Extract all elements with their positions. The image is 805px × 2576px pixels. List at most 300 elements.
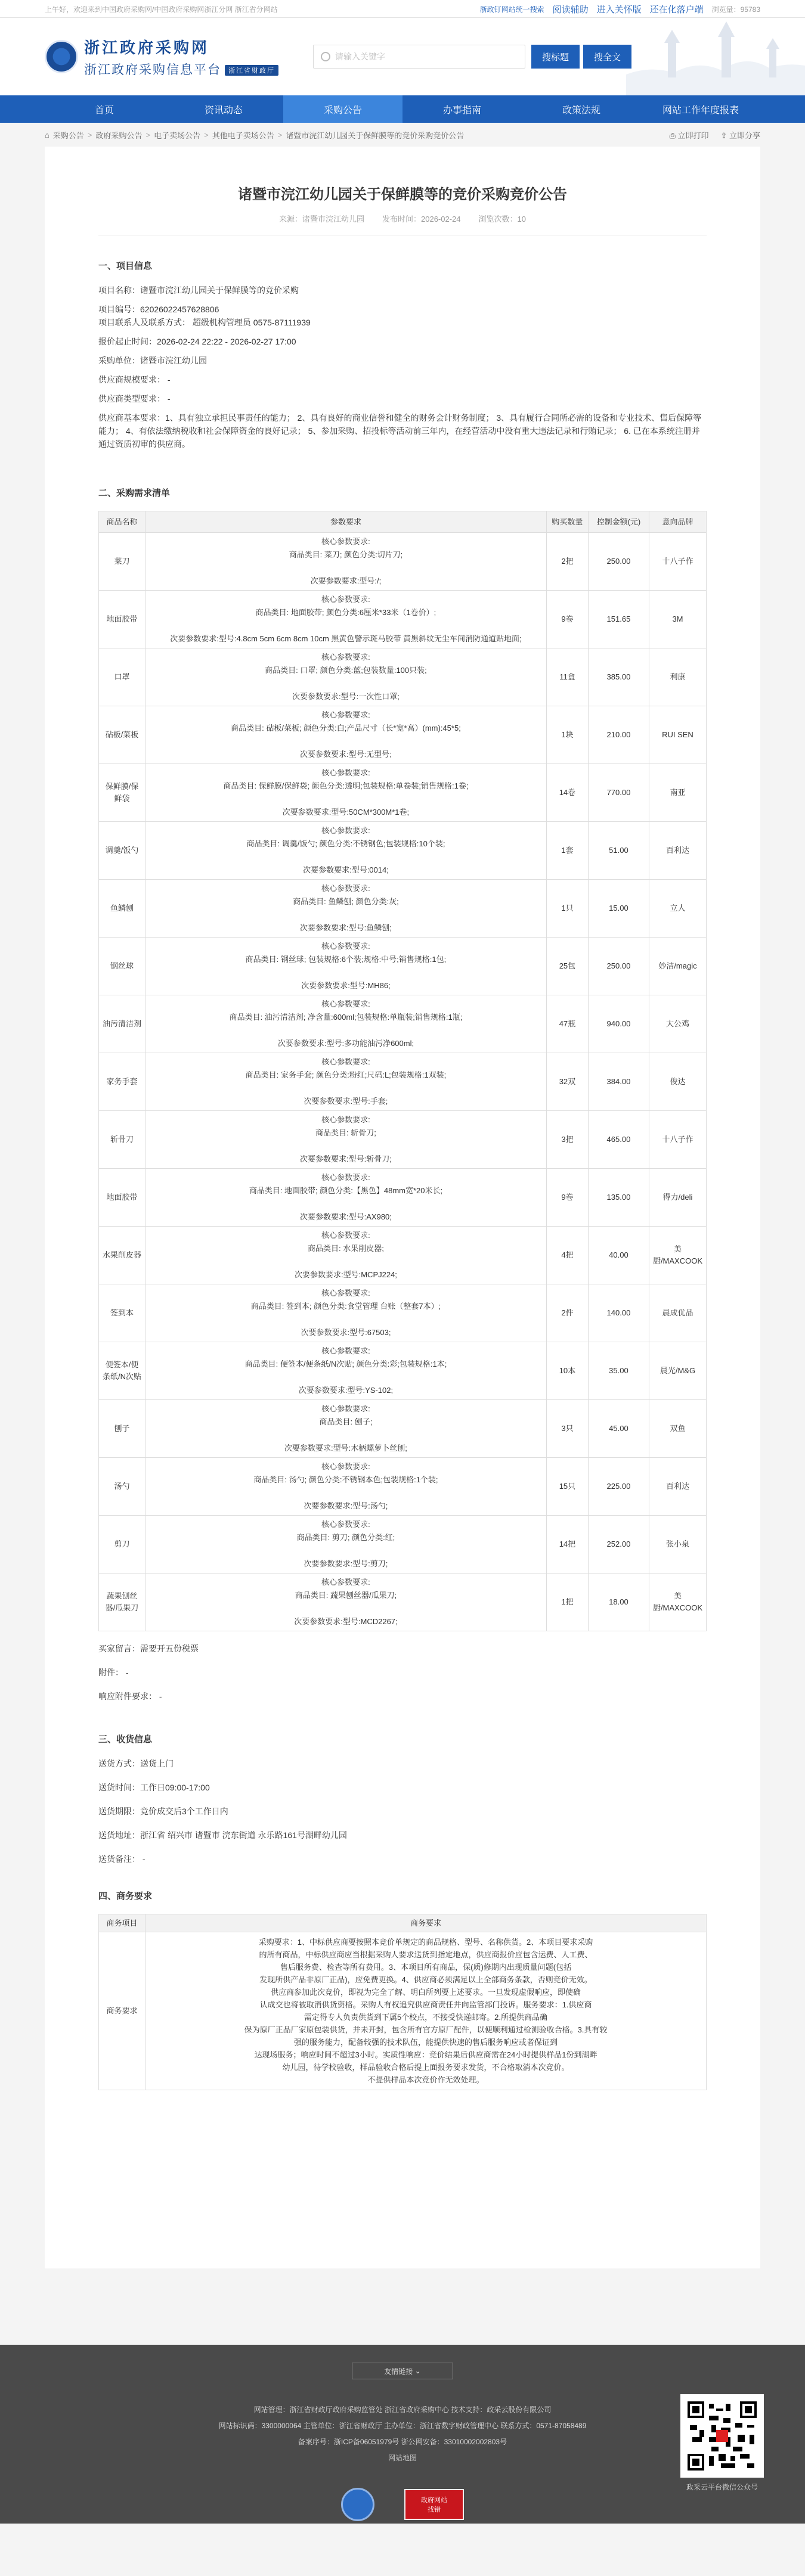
delivery-method: 送货方式：送货上门 (98, 1759, 174, 1768)
item-spec (145, 1400, 547, 1458)
spec-line: 核心参数要求: (321, 1173, 370, 1182)
item-amount: 384.00 (588, 1053, 649, 1111)
item-name: 家务手套 (99, 1053, 145, 1111)
item-name: 菜刀 (99, 533, 145, 591)
article-source: 来源：诸暨市浣江幼儿园 (279, 215, 365, 224)
spec-line (149, 735, 543, 748)
spec-line (149, 1313, 543, 1326)
item-quantity: 1块 (546, 706, 588, 764)
footer-row: 备案序号：浙ICP备06051979号 浙公网安备：33010002002803号 (298, 2438, 507, 2446)
spec-line: 商品类目: 菜刀; 颜色分类:切片刀; (289, 550, 403, 559)
item-brand: 得力/deli (649, 1169, 706, 1227)
breadcrumb-item[interactable]: 政府采购公告 (95, 131, 143, 140)
project-number: 项目编号：62026022457628806 (98, 305, 219, 314)
spec-line: 核心参数要求: (321, 595, 370, 604)
item-brand: 张小泉 (649, 1516, 706, 1573)
item-quantity: 9卷 (546, 591, 588, 648)
item-brand: 大公鸡 (649, 995, 706, 1053)
item-brand: 十八子作 (649, 1111, 706, 1169)
item-spec (145, 1227, 547, 1284)
business-requirement-text (145, 1932, 707, 2090)
table-row (99, 1111, 707, 1169)
print-button[interactable]: ⎙ 立即打印 (669, 131, 709, 140)
item-brand: 立人 (649, 880, 706, 938)
requirement-line: 需定得专人负责供货到下属5个校点，不接受快递邮寄。2.所提供商品确 (304, 2013, 548, 2022)
item-brand: RUI SEN (649, 706, 706, 764)
spec-line: 商品类目: 钢丝球; 包装规格:6个装;规格:中号;销售规格:1包; (245, 955, 447, 964)
spec-line: 核心参数要求: (321, 1115, 370, 1124)
nav-home[interactable]: 首页 (94, 105, 114, 116)
item-spec (145, 995, 547, 1053)
breadcrumb-item[interactable]: 其他电子卖场公告 (212, 131, 274, 140)
breadcrumb-current: 诸暨市浣江幼儿园关于保鲜膜等的竞价采购竞价公告 (286, 131, 465, 140)
breadcrumb-item[interactable]: 采购公告 (52, 131, 84, 140)
item-brand: 3M (649, 591, 706, 648)
item-quantity: 1套 (546, 822, 588, 880)
spec-line (149, 1255, 543, 1268)
item-name: 保鲜膜/保鲜袋 (99, 764, 145, 822)
spec-line: 商品类目: 水果削皮器; (308, 1244, 384, 1253)
spec-line: 商品类目: 保鲜膜/保鲜袋; 颜色分类:透明;包装规格:单卷装;销售规格:1卷; (223, 781, 469, 790)
item-quantity: 1只 (546, 880, 588, 938)
spec-line (149, 561, 543, 575)
top-link-reading-aid[interactable]: 阅读辅助 (552, 4, 589, 15)
delivery-remark: 送货备注： - (98, 1854, 145, 1864)
item-amount: 250.00 (588, 533, 649, 591)
search-area (313, 45, 631, 69)
item-amount: 40.00 (588, 1227, 649, 1284)
item-quantity: 10本 (546, 1342, 588, 1400)
item-quantity: 2件 (546, 1284, 588, 1342)
supplier-size: 供应商规模要求： - (98, 375, 171, 384)
article-meta (98, 213, 707, 235)
project-contact: 项目联系人及联系方式： 超级机构管理员 0575-87111939 (98, 318, 311, 327)
item-amount: 140.00 (588, 1284, 649, 1342)
column-header: 参数要求 (145, 511, 547, 533)
response-attachment: 响应附件要求： - (98, 1692, 162, 1701)
delivery-time: 送货时间：工作日09:00-17:00 (98, 1783, 210, 1792)
spec-line: 次要参数要求:型号:/; (310, 576, 382, 585)
spec-line: 次要参数要求:型号:剪刀; (304, 1559, 388, 1568)
item-spec (145, 1111, 547, 1169)
top-bar (0, 0, 805, 18)
spec-line: 次要参数要求:型号:斩骨刀; (300, 1154, 392, 1163)
spec-line: 次要参数要求:型号:一次性口罩; (292, 692, 400, 701)
buyer-notes: 买家留言：需要开五份税票 (98, 1644, 199, 1653)
breadcrumb: ⌂ 采购公告 > 政府采购公告 > 电子卖场公告 > 其他电子卖场公告 > 诸暨市浣江幼儿园关于保鲜膜等的竞价采购竞价公告 (45, 130, 465, 140)
spec-line: 次要参数要求:型号:MH86; (301, 981, 391, 990)
spec-line: 次要参数要求:型号:木柄螺萝卜丝刨; (284, 1444, 407, 1453)
table-row (99, 880, 707, 938)
business-item: 商务要求 (99, 1932, 145, 2090)
column-header: 商品名称 (99, 511, 145, 533)
breadcrumb-bar (0, 123, 805, 147)
requirement-line: 不提供样品本次竞价作无效处理。 (367, 2075, 484, 2084)
section-delivery (98, 1733, 707, 1866)
spec-line: 商品类目: 鱼鳞刨; 颜色分类:灰; (293, 897, 399, 906)
item-name: 签到本 (99, 1284, 145, 1342)
gov-error-report-badge[interactable]: 政府网站 找错 (404, 2489, 464, 2520)
item-spec (145, 706, 547, 764)
article-page (45, 147, 760, 2268)
requirement-line: 发现所供产品非原厂正品)，应免费更换。4、供应商必须满足以上全部商务条款，否则竞价无效。 (259, 1975, 592, 1984)
spec-line: 核心参数要求: (321, 884, 370, 893)
spec-line: 商品类目: 调羹/饭勺; 颜色分类:不锈钢色;包装规格:10个装; (246, 839, 445, 848)
spec-line: 商品类目: 蔬果刨丝器/瓜果刀; (295, 1591, 397, 1600)
requirement-line: 的所有商品，中标供应商应当根据采购人要求送货到指定地点，供应商报价应包含运费、人工费、 (259, 1950, 593, 1959)
requirement-line: 达现场服务；响应时间不超过3小时。实质性响应：竞价结果后供应商需在24小时提供样品1份到湖畔 (254, 2050, 597, 2059)
requirement-line: 采购要求：1、中标供应商要按照本竞价单规定的商品规格、型号、名称供货。2、本项目要求采购 (258, 1938, 593, 1947)
supplier-type: 供应商类型要求： - (98, 394, 171, 404)
demand-table (98, 511, 707, 1631)
spec-line (149, 1371, 543, 1384)
item-quantity: 3把 (546, 1111, 588, 1169)
item-brand: 十八子作 (649, 533, 706, 591)
nav-news[interactable]: 资讯动态 (204, 105, 243, 116)
section-project-info (98, 259, 707, 451)
item-spec (145, 1573, 547, 1631)
spec-line: 次要参数要求:型号:YS-102; (298, 1386, 394, 1395)
spec-line (149, 1082, 543, 1095)
table-row (99, 1227, 707, 1284)
spec-line: 商品类目: 便签本/便条纸/N次贴; 颜色分类:彩;包装规格:1本; (244, 1360, 447, 1368)
item-amount: 35.00 (588, 1342, 649, 1400)
item-amount: 45.00 (588, 1400, 649, 1458)
item-quantity: 1把 (546, 1573, 588, 1631)
search-fulltext-button[interactable]: 搜全文 (583, 45, 631, 69)
spec-line: 次要参数要求:型号:0014; (303, 865, 389, 874)
table-row (99, 1169, 707, 1227)
spec-line (149, 1197, 543, 1211)
item-amount: 135.00 (588, 1169, 649, 1227)
footer-info (134, 2402, 671, 2466)
nav-policy[interactable]: 政策法规 (562, 105, 600, 116)
spec-line (149, 793, 543, 806)
visit-count: 浏览量：95783 (711, 5, 760, 14)
section-business-requirements (98, 1889, 707, 2090)
spec-line: 商品类目: 斩骨刀; (315, 1128, 376, 1137)
column-header: 意向品牌 (649, 511, 706, 533)
spec-line: 次要参数要求:型号:4.8cm 5cm 6cm 8cm 10cm 黑黄色警示斑马胶带 黄黑斜纹无尘车间消防通道贴地面; (170, 634, 522, 643)
item-name: 蔬果刨丝器/瓜果刀 (99, 1573, 145, 1631)
item-quantity: 47瓶 (546, 995, 588, 1053)
nav-announcements[interactable]: 采购公告 (283, 95, 402, 123)
spec-line: 核心参数要求: (321, 1578, 370, 1587)
item-brand: 晨成优品 (649, 1284, 706, 1342)
spec-line: 核心参数要求: (321, 1462, 370, 1471)
spec-line (149, 966, 543, 979)
item-quantity: 11盒 (546, 648, 588, 706)
table-row (99, 1400, 707, 1458)
skyline-decoration (626, 18, 805, 95)
spec-line (149, 1024, 543, 1037)
business-table (98, 1914, 707, 2090)
site-footer (0, 2345, 805, 2524)
page-tools (669, 129, 760, 141)
item-amount: 770.00 (588, 764, 649, 822)
item-name: 刨子 (99, 1400, 145, 1458)
article-views: 浏览次数：10 (478, 215, 526, 224)
spec-line (149, 677, 543, 690)
search-icon (321, 52, 330, 61)
requirement-line: 供应商参加此次竞价，即视为完全了解、明白所列要上述要求。一旦发现虚假响应，即使确 (270, 1988, 581, 1997)
item-brand: 美厨/MAXCOOK (649, 1227, 706, 1284)
item-spec (145, 1169, 547, 1227)
breadcrumb-item[interactable]: 电子卖场公告 (154, 131, 201, 140)
item-spec (145, 1458, 547, 1516)
item-name: 汤勺 (99, 1458, 145, 1516)
item-brand: 南亚 (649, 764, 706, 822)
nav-guide[interactable]: 办事指南 (442, 105, 481, 116)
logo-tag: 浙江省财政厅 (225, 65, 278, 76)
item-amount: 210.00 (588, 706, 649, 764)
column-header: 商务项目 (99, 1914, 145, 1932)
section-heading: 三、收货信息 (98, 1734, 153, 1745)
requirement-line: 认成交也将被取消供货资格。采购人有权追究供应商责任并向监管部门投诉。服务要求：1.供应商 (259, 2000, 592, 2009)
footer-badges (341, 2488, 464, 2521)
table-row (99, 764, 707, 822)
table-row (99, 1342, 707, 1400)
requirement-line: 保为原厂正品厂家原包装供货，并未开封，包含所有官方原厂配件，以便顺利通过检测验收合格。3.具有较 (244, 2025, 608, 2034)
qr-code-icon (680, 2394, 764, 2478)
site-header (0, 18, 805, 95)
item-spec (145, 591, 547, 648)
table-row (99, 533, 707, 591)
spec-line: 次要参数要求:型号:汤勺; (304, 1501, 388, 1510)
item-quantity: 32双 (546, 1053, 588, 1111)
item-name: 鱼鳞刨 (99, 880, 145, 938)
item-amount: 18.00 (588, 1573, 649, 1631)
spec-line: 次要参数要求:型号:MCPJ224; (295, 1270, 397, 1279)
spec-line: 次要参数要求:型号:67503; (301, 1328, 391, 1337)
spec-line (149, 851, 543, 864)
item-name: 口罩 (99, 648, 145, 706)
item-name: 斩骨刀 (99, 1111, 145, 1169)
item-brand: 俊达 (649, 1053, 706, 1111)
top-link-care-mode[interactable]: 进入关怀版 (596, 4, 642, 15)
article-date: 发布时间：2026-02-24 (382, 215, 461, 224)
item-amount: 225.00 (588, 1458, 649, 1516)
spec-line: 次要参数要求:型号:鱼鳞刨; (300, 923, 392, 932)
item-brand: 晨光/M&G (649, 1342, 706, 1400)
item-spec (145, 880, 547, 938)
item-quantity: 9卷 (546, 1169, 588, 1227)
logo-title: 浙江政府采购网 (84, 38, 210, 57)
item-quantity: 25包 (546, 938, 588, 995)
spec-line (149, 1602, 543, 1615)
item-spec (145, 764, 547, 822)
item-spec (145, 822, 547, 880)
spec-line: 商品类目: 刨子; (319, 1417, 373, 1426)
spec-line: 商品类目: 口罩; 颜色分类:蓝;包装数量:100只装; (265, 666, 427, 675)
spec-line (149, 908, 543, 921)
requirement-line: 售后服务费、检查等所有费用。3、本项目所有商品，保(质)修期内出现质量问题(包括 (280, 1963, 572, 1972)
page-title: 诸暨市浣江幼儿园关于保鲜膜等的竞价采购竞价公告 (238, 187, 567, 203)
section-heading: 二、采购需求清单 (98, 488, 171, 498)
quote-time: 报价起止时间：2026-02-24 22:22 - 2026-02-27 17:00 (98, 337, 296, 346)
spec-line: 商品类目: 砧板/菜板; 颜色分类:白;产品尺寸（长*宽*高）(mm):45*5; (231, 724, 461, 733)
spec-line: 商品类目: 地面胶带; 颜色分类:6厘米*33米（1卷价）; (255, 608, 436, 617)
spec-line: 核心参数要求: (321, 1289, 370, 1298)
item-name: 砧板/菜板 (99, 706, 145, 764)
printer-icon: ⎙ (669, 131, 678, 140)
spec-line: 商品类目: 油污清洁剂; 净含量:600ml;包装规格:单瓶装;销售规格:1瓶; (229, 1013, 463, 1022)
spec-line: 次要参数要求:型号:50CM*300M*1卷; (282, 808, 410, 817)
top-link-mobile[interactable]: 还在化落户端 (649, 4, 704, 15)
section-heading: 四、商务要求 (98, 1891, 153, 1901)
spec-line: 核心参数要求: (321, 1231, 370, 1240)
item-amount: 250.00 (588, 938, 649, 995)
table-row (99, 648, 707, 706)
party-gov-badge-icon[interactable] (341, 2488, 374, 2521)
column-header: 商务要求 (145, 1914, 707, 1932)
attachment: 附件： - (98, 1668, 129, 1677)
spec-line: 核心参数要求: (321, 942, 370, 951)
spec-line: 商品类目: 家务手套; 颜色分类:粉红;尺码:L;包装规格:1双装; (245, 1070, 447, 1079)
footer-row: 网站管理：浙江省财政厅政府采购监管处 浙江省政府采购中心 技术支持：政采云股份有限公司 (253, 2406, 552, 2414)
table-row (99, 1284, 707, 1342)
chevron-down-icon: ⌄ (413, 2367, 421, 2375)
item-spec (145, 1284, 547, 1342)
table-row (99, 1516, 707, 1573)
item-name: 便签本/便条纸/N次贴 (99, 1342, 145, 1400)
table-row (99, 1932, 707, 2090)
spec-line: 核心参数要求: (321, 1404, 370, 1413)
spec-line (149, 619, 543, 632)
spec-line (149, 1486, 543, 1500)
item-name: 水果削皮器 (99, 1227, 145, 1284)
table-row (99, 1053, 707, 1111)
item-spec (145, 938, 547, 995)
item-quantity: 4把 (546, 1227, 588, 1284)
table-row (99, 1458, 707, 1516)
top-links (480, 3, 760, 15)
delivery-period: 送货期限：竞价成交后3个工作日内 (98, 1807, 228, 1816)
item-spec (145, 533, 547, 591)
delivery-address: 送货地址：浙江省 绍兴市 诸暨市 浣东街道 永乐路161号湖畔幼儿园 (98, 1830, 347, 1840)
item-brand: 妙洁/magic (649, 938, 706, 995)
table-row (99, 822, 707, 880)
spec-line: 核心参数要求: (321, 768, 370, 777)
spec-line (149, 1429, 543, 1442)
emblem-icon (45, 40, 78, 73)
footer-row: 网站标识码：3300000064 主管单位：浙江省财政厅 主办单位：浙江省数字财政管理中心 联系方式：0571-87058489 (218, 2422, 587, 2430)
spec-line: 次要参数要求:型号:多功能油污净600ml; (277, 1039, 414, 1048)
spec-line: 次要参数要求:型号:手套; (304, 1097, 388, 1106)
section-demand-list (98, 486, 707, 1703)
item-name: 地面胶带 (99, 1169, 145, 1227)
spec-line: 次要参数要求:型号:MCD2267; (294, 1617, 398, 1626)
supplier-requirements: 供应商基本要求：1、具有独立承担民事责任的能力； 2、具有良好的商业信誉和健全的财务会计财务制度； 3、具有履行合同所必需的设备和专业技术、售后保障等能力； 4、有依法缴纳税收和社会保障资金的良好记录； 5、参加采购、招投标等活动前三年内，在经营活动中没有重大违法记录和行贿记录； 6. 已在本系统注册并通过资质初审的供应商。 (98, 413, 702, 449)
nav-annual-report[interactable]: 网站工作年度报表 (662, 105, 739, 116)
share-icon: ⇪ (720, 131, 729, 140)
item-brand: 双鱼 (649, 1400, 706, 1458)
friend-links-select[interactable]: 友情链接 ⌄ (352, 2363, 453, 2379)
search-title-button[interactable]: 搜标题 (531, 45, 580, 69)
item-brand: 利康 (649, 648, 706, 706)
demand-table-body (99, 533, 707, 1631)
item-amount: 385.00 (588, 648, 649, 706)
item-quantity: 2把 (546, 533, 588, 591)
spec-line: 核心参数要求: (321, 537, 370, 546)
table-row (99, 706, 707, 764)
share-button[interactable]: ⇪ 立即分享 (720, 131, 760, 140)
item-brand: 百利达 (649, 1458, 706, 1516)
qr-label: 政采云平台微信公众号 (686, 2483, 758, 2491)
spec-line: 商品类目: 签到本; 颜色分类:食堂管理 台账（整套7本）; (250, 1302, 441, 1311)
spec-line (149, 1140, 543, 1153)
welcome-notice: 上午好，欢迎来到中国政府采购网/中国政府采购网浙江分网 浙江省分网站 (45, 5, 278, 14)
sitemap-link[interactable]: 网站地图 (388, 2454, 417, 2462)
column-header: 控制金额(元) (588, 511, 649, 533)
table-header-row (99, 1914, 707, 1932)
item-quantity: 14把 (546, 1516, 588, 1573)
home-icon[interactable]: ⌂ (45, 130, 49, 139)
top-link-search[interactable]: 浙政钉网站统一搜索 (479, 5, 544, 14)
item-amount: 252.00 (588, 1516, 649, 1573)
column-header: 购买数量 (546, 511, 588, 533)
spec-line (149, 1544, 543, 1557)
item-brand: 百利达 (649, 822, 706, 880)
item-brand: 美厨/MAXCOOK (649, 1573, 706, 1631)
buyer: 采购单位：诸暨市浣江幼儿园 (98, 356, 207, 365)
requirement-line: 强的服务能力，配备较强的技术队伍，能提供快速的售后服务响应或者保证到 (293, 2038, 558, 2047)
item-name: 钢丝球 (99, 938, 145, 995)
spec-line: 核心参数要求: (321, 653, 370, 662)
requirement-line: 幼儿园，待学校验收，样品验收合格后提上面报务要求发货，不合格取消本次竞价。 (282, 2063, 569, 2072)
item-spec (145, 1516, 547, 1573)
spec-line: 核心参数要求: (321, 710, 370, 719)
item-quantity: 3只 (546, 1400, 588, 1458)
item-spec (145, 1342, 547, 1400)
item-amount: 15.00 (588, 880, 649, 938)
item-amount: 151.65 (588, 591, 649, 648)
spec-line: 核心参数要求: (321, 1346, 370, 1355)
spec-line: 商品类目: 地面胶带; 颜色分类:【黑色】48mm宽*20米长; (249, 1186, 443, 1195)
table-header-row (99, 511, 707, 533)
spec-line: 核心参数要求: (321, 826, 370, 835)
main-nav (0, 95, 805, 123)
table-row (99, 1573, 707, 1631)
spec-line: 次要参数要求:型号:无型号; (300, 750, 392, 759)
item-spec (145, 648, 547, 706)
project-name: 项目名称：诸暨市浣江幼儿园关于保鲜膜等的竞价采购 (98, 285, 299, 295)
item-name: 地面胶带 (99, 591, 145, 648)
item-name: 调羹/饭勺 (99, 822, 145, 880)
item-amount: 51.00 (588, 822, 649, 880)
spec-line: 核心参数要求: (321, 1520, 370, 1529)
spec-line: 商品类目: 汤勺; 颜色分类:不锈钢本色;包装规格:1个装; (253, 1475, 438, 1484)
table-row (99, 938, 707, 995)
spec-line: 次要参数要求:型号:AX980; (300, 1212, 392, 1221)
item-name: 剪刀 (99, 1516, 145, 1573)
section-heading: 一、项目信息 (98, 261, 153, 271)
item-quantity: 15只 (546, 1458, 588, 1516)
item-name: 油污清洁剂 (99, 995, 145, 1053)
item-amount: 940.00 (588, 995, 649, 1053)
item-spec (145, 1053, 547, 1111)
item-amount: 465.00 (588, 1111, 649, 1169)
logo-subtitle: 浙江政府采购信息平台 浙江省财政厅 (84, 60, 278, 78)
table-row (99, 995, 707, 1053)
table-row (99, 591, 707, 648)
search-input[interactable]: 请输入关键字 (313, 45, 525, 69)
site-logo[interactable] (45, 36, 278, 78)
spec-line: 商品类目: 剪刀; 颜色分类:红; (296, 1533, 395, 1542)
item-quantity: 14卷 (546, 764, 588, 822)
spec-line: 核心参数要求: (321, 1000, 370, 1008)
spec-line: 核心参数要求: (321, 1057, 370, 1066)
